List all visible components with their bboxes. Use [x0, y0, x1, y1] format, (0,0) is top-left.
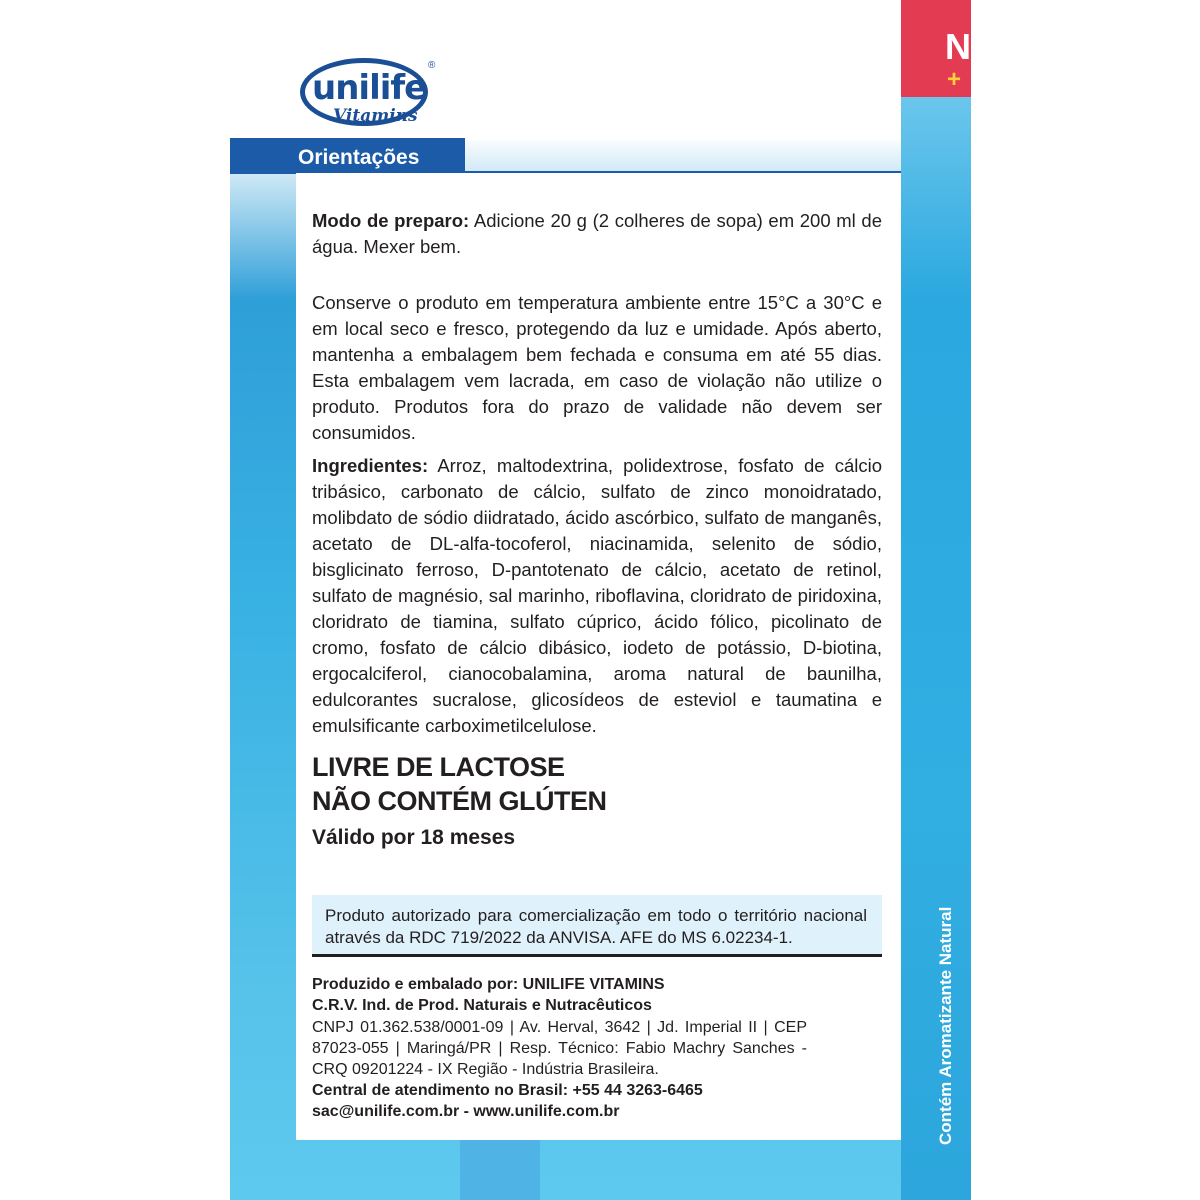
- ingredientes-paragraph: [312, 453, 882, 739]
- preparo-paragraph: [312, 208, 882, 260]
- side-vertical-text: Contém Aromatizante Natural: [936, 906, 955, 1145]
- ingredientes-text: Arroz, maltodextrina, polidextrose, fosfato de cálcio tribásico, carbonato de cálcio, sulfato de zinco monoidratado, molibdato de sódio diidratado, ácido ascórbico, sulfato de manganês, acetato de DL-alfa-tocoferol, niacinamida, selenito de sódio, bisglicinato ferroso, D-pantotenato de cálcio, acetato de retinol, sulfato de magnésio, sal marinho, riboflavina, cloridrato de piridoxina, cloridrato de tiamina, sulfato cúprico, ácido fólico, picolinato de cromo, fosfato de cálcio dibásico, iodeto de potássio, D-biotina, ergocalciferol, cianocobalamina, aroma natural de baunilha, edulcorantes sucralose, glicosídeos de esteviol e taumatina e emulsificante carboximetilcelulose.: [312, 455, 882, 736]
- address-block: CNPJ 01.362.538/0001-09 | Av. Herval, 3642 | Jd. Imperial II | CEP 87023-055 | Maringá/PR | Resp. Técnico: Fabio Machry Sanches - CRQ 09201224 - IX Região - Indústria Brasileira.: [312, 1019, 807, 1078]
- gluten-claim: NÃO CONTÉM GLÚTEN: [312, 786, 607, 816]
- anvisa-text: Produto autorizado para comercialização em todo o território nacional através da RDC 719/2022 da ANVISA. AFE do MS 6.02234-1.: [325, 906, 867, 947]
- brand-subtitle: Vitamins: [333, 106, 418, 126]
- section-title: Orientações: [298, 146, 420, 169]
- lactose-claim: LIVRE DE LACTOSE: [312, 752, 565, 782]
- registered-mark: ®: [428, 60, 436, 71]
- ingredientes-label: Ingredientes:: [312, 455, 429, 476]
- brand-logo: unilife: [312, 68, 427, 108]
- validity-text: Válido por 18 meses: [312, 826, 516, 849]
- plus-icon: +: [947, 66, 962, 93]
- preparo-label: Modo de preparo:: [312, 210, 470, 231]
- side-letter: N: [945, 26, 971, 67]
- support-phone: Central de atendimento no Brasil: +55 44 3263-6465: [312, 1082, 703, 1099]
- right-margin: [971, 0, 1200, 1200]
- conservacao-paragraph: Conserve o produto em temperatura ambiente entre 15°C a 30°C e em local seco e fresco, protegendo da luz e umidade. Após aberto, mantenha a embalagem bem fechada e consuma em até 55 dias. Esta embalagem vem lacrada, em caso de violação não utilize o produto. Produtos fora do prazo de validade não devem ser consumidos.: [312, 292, 882, 443]
- producer-line: Produzido e embalado por: UNILIFE VITAMINS: [312, 976, 665, 993]
- company-line: C.R.V. Ind. de Prod. Naturais e Nutracêuticos: [312, 997, 652, 1014]
- preparo-text: Adicione 20 g (2 colheres de sopa) em 200 ml de água. Mexer bem.: [312, 210, 882, 257]
- contact-line: sac@unilife.com.br - www.unilife.com.br: [312, 1103, 620, 1120]
